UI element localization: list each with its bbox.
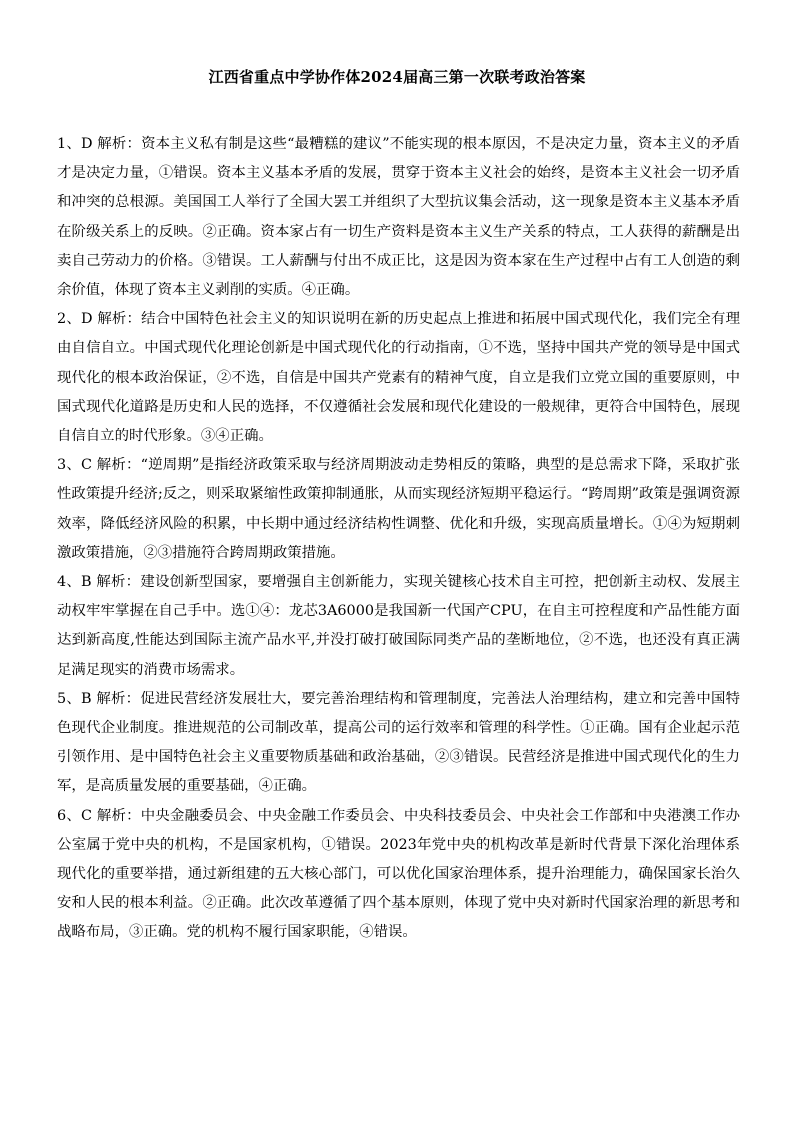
document-title: 江西省重点中学协作体2024届高三第一次联考政治答案 — [208, 68, 586, 86]
answer-item-3: 3、C 解析：“逆周期”是指经济政策采取与经济周期波动走势相反的策略，典型的是总需求下降，采取扩张性政策提升经济;反之，则采取紧缩性政策抑制通胀，从而实现经济短期平稳运行。“跨周期”政策是强调资源效率，降低经济风险的积累，中长期中通过经济结构性调整、优化和升级，实现高质量增长。①④为短期刺激政策措施，②③措施符合跨周期政策措施。 — [57, 457, 740, 561]
answer-item-2: 2、D 解析：结合中国特色社会主义的知识说明在新的历史起点上推进和拓展中国式现代化，我们完全有理由自信自立。中国式现代化理论创新是中国式现代化的行动指南，①不选，坚持中国共产党的领导是中国式现代化的根本政治保证，②不选，自信是中国共产党素有的精神气度，自立是我们立党立国的重要原则，中国式现代化道路是历史和人民的选择，不仅遵循社会发展和现代化建设的一般规律，更符合中国特色，展现自信自立的时代形象。③④正确。 — [57, 311, 740, 445]
answer-list — [57, 130, 740, 948]
answer-item-6: 6、C 解析：中央金融委员会、中央金融工作委员会、中央科技委员会、中央社会工作部和中央港澳工作办公室属于党中央的机构，不是国家机构，①错误。2023年党中央的机构改革是新时代背景下深化治理体系现代化的重要举措，通过新组建的五大核心部门，可以优化国家治理体系，提升治理能力，确保国家长治久安和人民的根本利益。②正确。此次改革遵循了四个基本原则，体现了党中央对新时代国家治理的新思考和战略布局，③正确。党的机构不履行国家职能，④错误。 — [57, 807, 740, 941]
answer-item-1: 1、D 解析：资本主义私有制是这些“最糟糕的建议”不能实现的根本原因，不是决定力量，资本主义的矛盾才是决定力量，①错误。资本主义基本矛盾的发展，贯穿于资本主义社会的始终，是资本主义社会一切矛盾和冲突的总根源。美国国工人举行了全国大罢工并组织了大型抗议集会活动，这一现象是资本主义基本矛盾在阶级关系上的反映。②正确。资本家占有一切生产资料是资本主义生产关系的特点，工人获得的薪酬是出卖自己劳动力的价格。③错误。工人薪酬与付出不成正比，这是因为资本家在生产过程中占有工人创造的剩余价值，体现了资本主义剥削的实质。④正确。 — [57, 136, 740, 299]
answer-item-4: 4、B 解析：建设创新型国家，要增强自主创新能力，实现关键核心技术自主可控，把创新主动权、发展主动权牢牢掌握在自己手中。选①④：龙芯3A6000是我国新一代国产CPU，在自主可控程度和产品性能方面达到新高度,性能达到国际主流产品水平,并没打破打破国际同类产品的垄断地位，②不选，也还没有真正满足满足现实的消费市场需求。 — [57, 574, 740, 678]
answer-item-5: 5、B 解析：促进民营经济发展壮大，要完善治理结构和管理制度，完善法人治理结构，建立和完善中国特色现代企业制度。推进规范的公司制改革，提高公司的运行效率和管理的科学性。①正确。国有企业起示范引领作用、是中国特色社会主义重要物质基础和政治基础，②③错误。民营经济是推进中国式现代化的生力军，是高质量发展的重要基础，④正确。 — [57, 690, 740, 795]
